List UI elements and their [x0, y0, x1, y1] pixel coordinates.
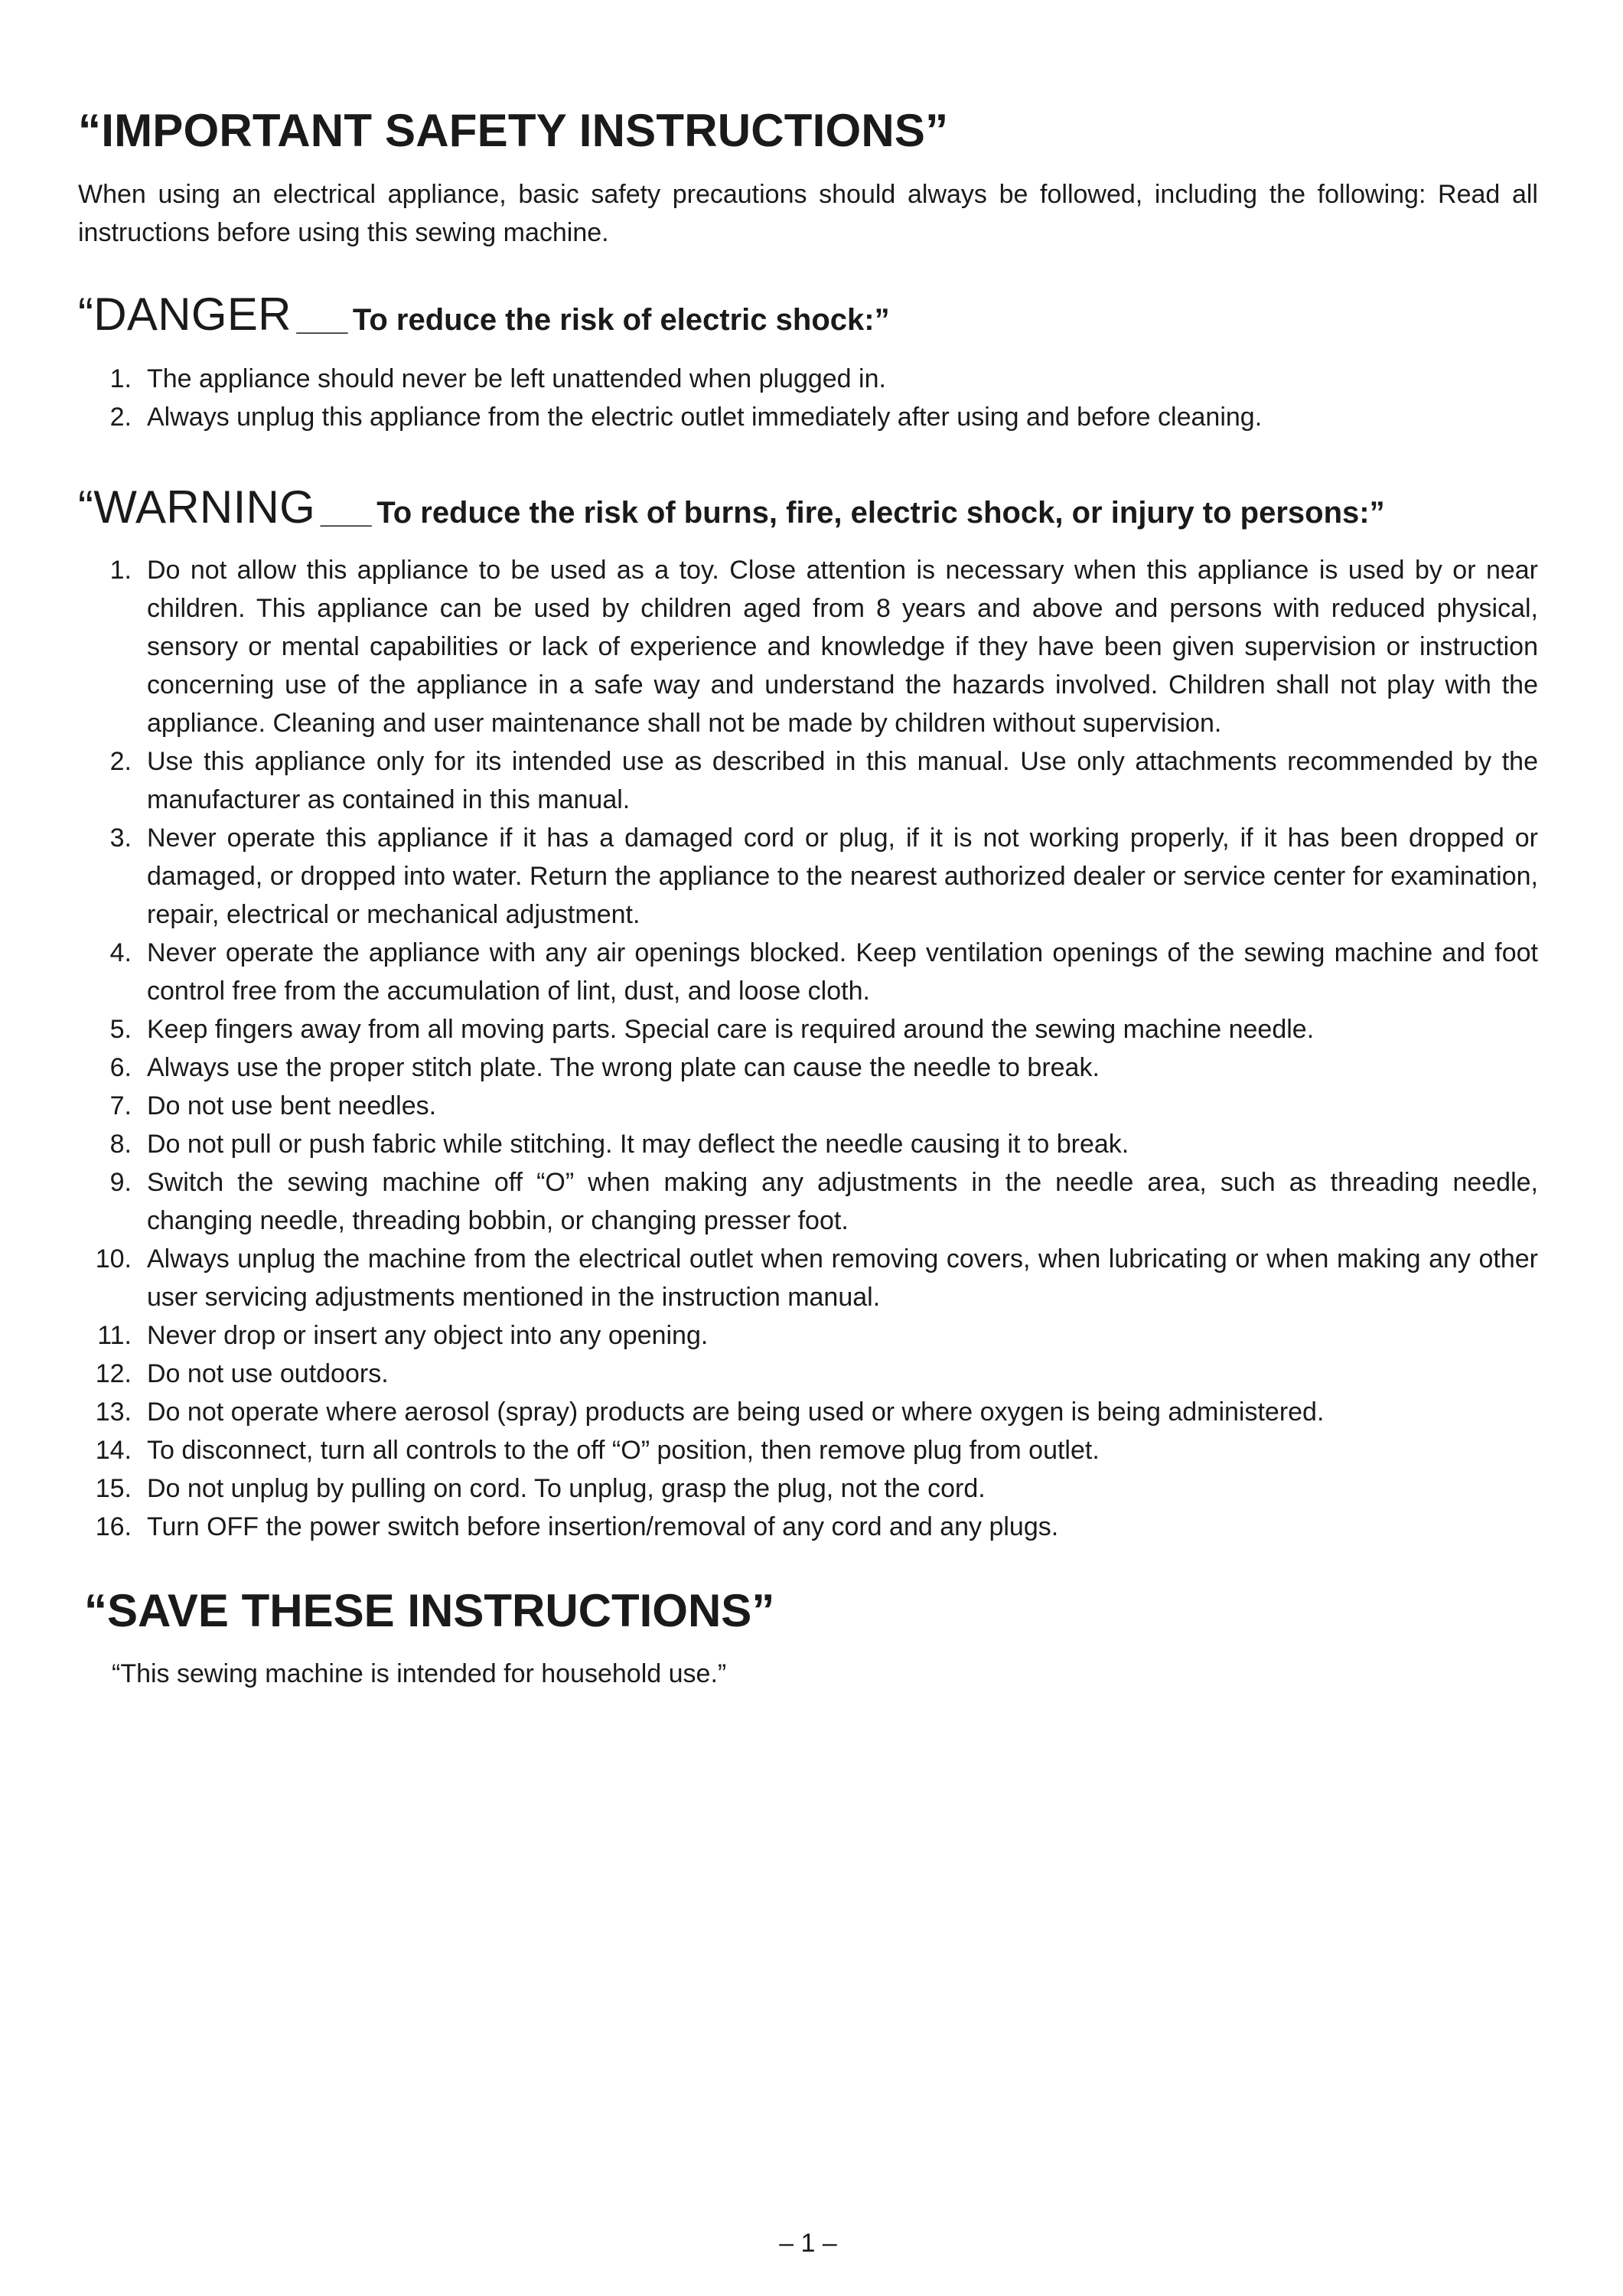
list-item	[78, 1393, 1538, 1431]
item-text: Always unplug the machine from the electrical outlet when removing covers, when lubricating or when making any other user servicing adjustments mentioned in the instruction manual.	[147, 1244, 1538, 1312]
list-item	[78, 1049, 1538, 1087]
item-text: Do not operate where aerosol (spray) products are being used or where oxygen is being administered.	[147, 1397, 1325, 1427]
manual-page	[78, 0, 1538, 2296]
list-item	[78, 1010, 1538, 1049]
item-text: Turn OFF the power switch before insertion/removal of any cord and any plugs.	[147, 1512, 1059, 1541]
item-text: Always use the proper stitch plate. The wrong plate can cause the needle to break.	[147, 1053, 1100, 1082]
item-text: Never operate this appliance if it has a damaged cord or plug, if it is not working properly, if it has been dropped or damaged, or dropped into water. Return the appliance to the nearest authorized dealer or service center for examination, repair, electrical or mechanical adjustment.	[147, 823, 1538, 929]
item-number: 2.	[109, 747, 132, 776]
item-text: Do not unplug by pulling on cord. To unplug, grasp the plug, not the cord.	[147, 1474, 986, 1503]
item-text: Never drop or insert any object into any opening.	[147, 1321, 709, 1350]
item-number: 7.	[109, 1091, 132, 1120]
list-item	[78, 551, 1538, 742]
item-text: Keep fingers away from all moving parts. Special care is required around the sewing machine needle.	[147, 1015, 1315, 1044]
item-text: To disconnect, turn all controls to the off “O” position, then remove plug from outlet.	[147, 1436, 1100, 1465]
danger-rule: ___	[296, 303, 348, 337]
item-number: 9.	[109, 1168, 132, 1197]
danger-list	[78, 360, 1538, 436]
warning-rule: ___	[320, 496, 372, 530]
warning-heading	[78, 481, 1385, 533]
item-number: 4.	[109, 938, 132, 967]
item-number: 2.	[109, 403, 132, 432]
household-use-note: “This sewing machine is intended for household use.”	[112, 1659, 727, 1688]
danger-heading	[78, 288, 890, 341]
danger-label: “DANGER	[78, 289, 292, 340]
item-number: 12.	[95, 1359, 132, 1388]
warning-list	[78, 551, 1538, 1546]
list-item	[78, 1163, 1538, 1240]
item-text: The appliance should never be left unattended when plugged in.	[147, 364, 886, 393]
item-number: 15.	[95, 1474, 132, 1503]
item-number: 5.	[109, 1015, 132, 1044]
list-item	[78, 398, 1538, 436]
list-item	[78, 1355, 1538, 1393]
item-text: Never operate the appliance with any air openings blocked. Keep ventilation openings of the sewing machine and foot control free from the accumulation of lint, dust, and loose cloth.	[147, 938, 1538, 1006]
danger-lead: To reduce the risk of electric shock:”	[352, 303, 890, 337]
intro-paragraph: When using an electrical appliance, basic safety precautions should always be followed, including the following: Read all instructions before using this sewing machine.	[78, 180, 1538, 247]
list-item	[78, 1125, 1538, 1163]
item-number: 16.	[95, 1512, 132, 1541]
item-number: 14.	[95, 1436, 132, 1465]
page-title: “IMPORTANT SAFETY INSTRUCTIONS”	[78, 105, 949, 156]
item-number: 3.	[109, 823, 132, 853]
save-instructions-title: “SAVE THESE INSTRUCTIONS”	[84, 1585, 775, 1636]
warning-label: “WARNING	[78, 481, 316, 533]
list-item	[78, 1240, 1538, 1316]
item-text: Do not pull or push fabric while stitching. It may deflect the needle causing it to break.	[147, 1130, 1129, 1159]
item-text: Do not use bent needles.	[147, 1091, 437, 1120]
item-number: 13.	[95, 1397, 132, 1427]
warning-lead: To reduce the risk of burns, fire, electric shock, or injury to persons:”	[376, 496, 1385, 530]
list-item	[78, 360, 1538, 398]
list-item	[78, 742, 1538, 819]
item-text: Switch the sewing machine off “O” when making any adjustments in the needle area, such as threading needle, changing needle, threading bobbin, or changing presser foot.	[147, 1168, 1538, 1235]
list-item	[78, 1508, 1538, 1546]
item-number: 1.	[109, 364, 132, 393]
item-text: Do not allow this appliance to be used as a toy. Close attention is necessary when this appliance is used by or near children. This appliance can be used by children aged from 8 years and above and persons with reduced physical, sensory or mental capabilities or lack of experience and knowledge if they have been given supervision or instruction concerning use of the appliance in a safe way and understand the hazards involved. Children shall not play with the appliance. Cleaning and user maintenance shall not be made by children without supervision.	[147, 556, 1538, 738]
list-item	[78, 1316, 1538, 1355]
list-item	[78, 1469, 1538, 1508]
item-text: Always unplug this appliance from the electric outlet immediately after using and before cleaning.	[147, 403, 1263, 432]
list-item	[78, 1087, 1538, 1125]
item-number: 1.	[109, 556, 132, 585]
item-number: 6.	[109, 1053, 132, 1082]
item-number: 10.	[95, 1244, 132, 1274]
list-item	[78, 1431, 1538, 1469]
item-text: Use this appliance only for its intended use as described in this manual. Use only attachments recommended by the manufacturer as contained in this manual.	[147, 747, 1538, 814]
item-number: 8.	[109, 1130, 132, 1159]
list-item	[78, 819, 1538, 934]
page-number: – 1 –	[779, 2229, 837, 2258]
item-text: Do not use outdoors.	[147, 1359, 389, 1388]
item-number: 11.	[97, 1321, 132, 1350]
list-item	[78, 934, 1538, 1010]
